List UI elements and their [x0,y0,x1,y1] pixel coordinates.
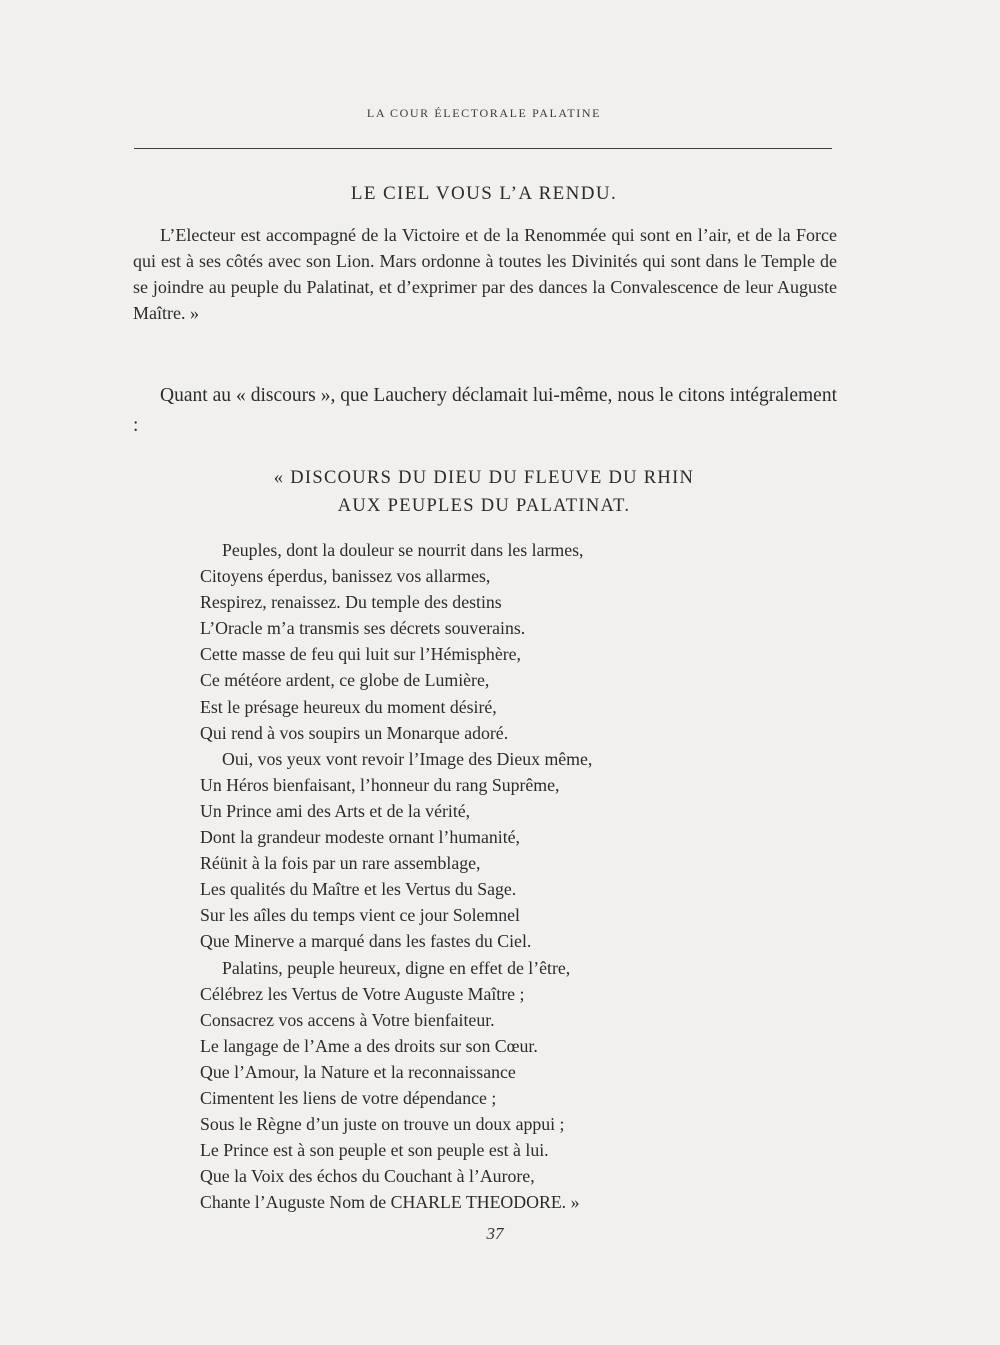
verse-line: Palatins, peuple heureux, digne en effet de l’être, [222,957,571,978]
verse-line: Ce météore ardent, ce globe de Lumière, [200,670,490,691]
verse-line: Respirez, renaissez. Du temple des destins [200,592,502,613]
verse-line: Sous le Règne d’un juste on trouve un doux appui ; [200,1114,565,1135]
verse-line: Le langage de l’Ame a des droits sur son Cœur. [200,1035,538,1056]
verse-line: Est le présage heureux du moment désiré, [200,696,497,717]
verse-line: Que la Voix des échos du Couchant à l’Aurore, [200,1166,535,1187]
verse-line: Dont la grandeur modeste ornant l’humanité, [200,827,520,848]
discours-title-line-1: « DISCOURS DU DIEU DU FLEUVE DU RHIN [273,468,695,488]
verse-line: Que Minerve a marqué dans les fastes du Ciel. [200,931,532,952]
verse-line: Cimentent les liens de votre dépendance ; [200,1087,497,1108]
verse-line: Un Héros bienfaisant, l’honneur du rang Suprême, [200,774,560,795]
verse-line: Cette masse de feu qui luit sur l’Hémisphère, [200,644,521,665]
verse-line: L’Oracle m’a transmis ses décrets souverains. [200,618,526,639]
verse-line: Le Prince est à son peuple et son peuple est à lui. [200,1140,549,1161]
verse-line: Réünit à la fois par un rare assemblage, [200,853,481,874]
verse-block [200,537,760,1215]
verse-line: Que l’Amour, la Nature et la reconnaissance [200,1061,516,1082]
running-head: LA COUR ÉLECTORALE PALATINE [366,106,602,120]
verse-line: Un Prince ami des Arts et de la vérité, [200,800,471,821]
verse-line: Oui, vos yeux vont revoir l’Image des Dieux même, [222,748,593,769]
verse-line: Chante l’Auguste Nom de CHARLE THEODORE. » [200,1192,580,1213]
verse-line: Les qualités du Maître et les Vertus du Sage. [200,879,517,900]
verse-line: Citoyens éperdus, banissez vos allarmes, [200,566,491,587]
paragraph-stage-description: L’Electeur est accompagné de la Victoire et de la Renommée qui sont en l’air, et de la Force qui est à ses côtés avec son Lion. Mars ordonne à toutes les Divinités qui sont dans le Temple de se joindre au peuple du Palatinat, et d’exprimer par des dances la Convalescence de leur Auguste Maître. » [133,225,837,323]
verse-line: Sur les aîles du temps vient ce jour Solemnel [200,905,521,926]
verse-line: Célébrez les Vertus de Votre Auguste Maître ; [200,983,525,1004]
discours-title-line-2: AUX PEUPLES DU PALATINAT. [337,496,631,516]
paragraph-discours-intro: Quant au « discours », que Lauchery déclamait lui-même, nous le citons intégralement : [133,385,837,436]
verse-line: Consacrez vos accens à Votre bienfaiteur. [200,1009,495,1030]
quoted-heading: LE CIEL VOUS L’A RENDU. [350,183,618,204]
page-number: 37 [486,1224,504,1243]
header-rule [134,148,832,149]
verse-line: Qui rend à vos soupirs un Monarque adoré. [200,722,509,743]
verse-line: Peuples, dont la douleur se nourrit dans les larmes, [222,540,584,560]
